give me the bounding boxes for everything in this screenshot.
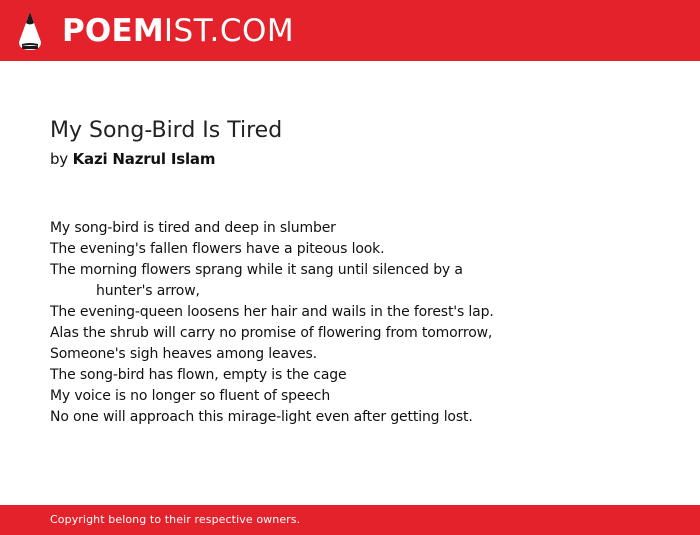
poem-line: No one will approach this mirage-light even after getting lost. xyxy=(50,409,473,425)
poem-line: The evening's fallen flowers have a piteous look. xyxy=(50,241,385,257)
pencil-icon xyxy=(18,11,42,51)
logo-text-light: IST.COM xyxy=(163,13,295,49)
site-header xyxy=(0,0,700,61)
poem-line: Someone's sigh heaves among leaves. xyxy=(50,346,317,362)
copyright-text: Copyright belong to their respective owners. xyxy=(50,513,301,526)
poem-line: Alas the shrub will carry no promise of flowering from tomorrow, xyxy=(50,325,493,341)
poem-line-continuation: hunter's arrow, xyxy=(96,283,200,299)
site-logo-link[interactable] xyxy=(62,12,294,50)
poem-body xyxy=(50,218,670,428)
site-footer xyxy=(0,505,700,535)
byline-prefix: by xyxy=(50,150,68,168)
poem-title: My Song-Bird Is Tired xyxy=(50,118,283,143)
poem-line: My song-bird is tired and deep in slumber xyxy=(50,220,336,236)
poem-line: My voice is no longer so fluent of speech xyxy=(50,388,331,404)
author-link[interactable]: Kazi Nazrul Islam xyxy=(72,150,216,168)
poem-line: The morning flowers sprang while it sang until silenced by a xyxy=(50,262,463,278)
logo-text-bold: POEM xyxy=(62,13,164,49)
poem-line: The evening-queen loosens her hair and wails in the forest's lap. xyxy=(50,304,494,320)
byline xyxy=(50,148,215,170)
poem-line: The song-bird has flown, empty is the cage xyxy=(50,367,347,383)
